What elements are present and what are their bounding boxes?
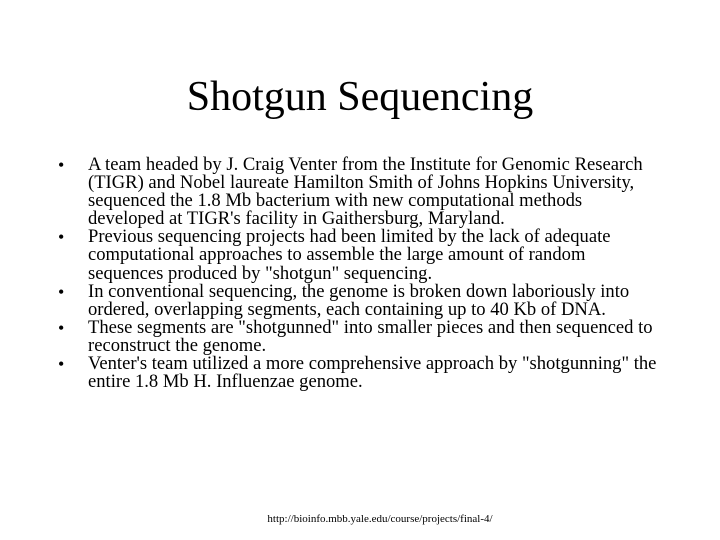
bullet-text: Previous sequencing projects had been limited by the lack of adequate computational approaches to assemble the large amount of random sequences produced by "shotgun" sequencing. — [88, 226, 611, 284]
bullet-text: In conventional sequencing, the genome is broken down laboriously into ordered, overlapping segments, each containing up to 40 Kb of DNA. — [88, 280, 630, 320]
bullet-list — [58, 156, 658, 391]
bullet-item — [58, 316, 658, 356]
bullet-item — [58, 156, 658, 228]
bullet-text: Venter's team utilized a more comprehensive approach by "shotgunning" the entire 1.8 Mb H. Influenzae genome. — [88, 353, 657, 393]
bullet-dot-icon: • — [58, 155, 65, 175]
bullet-dot-icon: • — [58, 317, 65, 338]
bullet-text: A team headed by J. Craig Venter from the Institute for Genomic Research (TIGR) and Nobel laureate Hamilton Smith of Johns Hopkins University, sequenced the 1.8 Mb bacterium with new computational methods developed at TIGR's facility in Gaithersburg, Maryland. — [88, 154, 643, 230]
bullet-item — [58, 280, 658, 320]
bullet-dot-icon: • — [58, 227, 65, 248]
bullet-dot-icon: • — [58, 281, 65, 302]
bullet-text: These segments are "shotgunned" into smaller pieces and then sequenced to reconstruct the genome. — [88, 316, 653, 356]
source-url: http://bioinfo.mbb.yale.edu/course/projects/final-4/ — [267, 513, 493, 525]
bullet-item — [58, 228, 658, 282]
bullet-dot-icon: • — [58, 354, 65, 375]
bullet-item — [58, 355, 658, 391]
slide-title: Shotgun Sequencing — [186, 74, 534, 120]
